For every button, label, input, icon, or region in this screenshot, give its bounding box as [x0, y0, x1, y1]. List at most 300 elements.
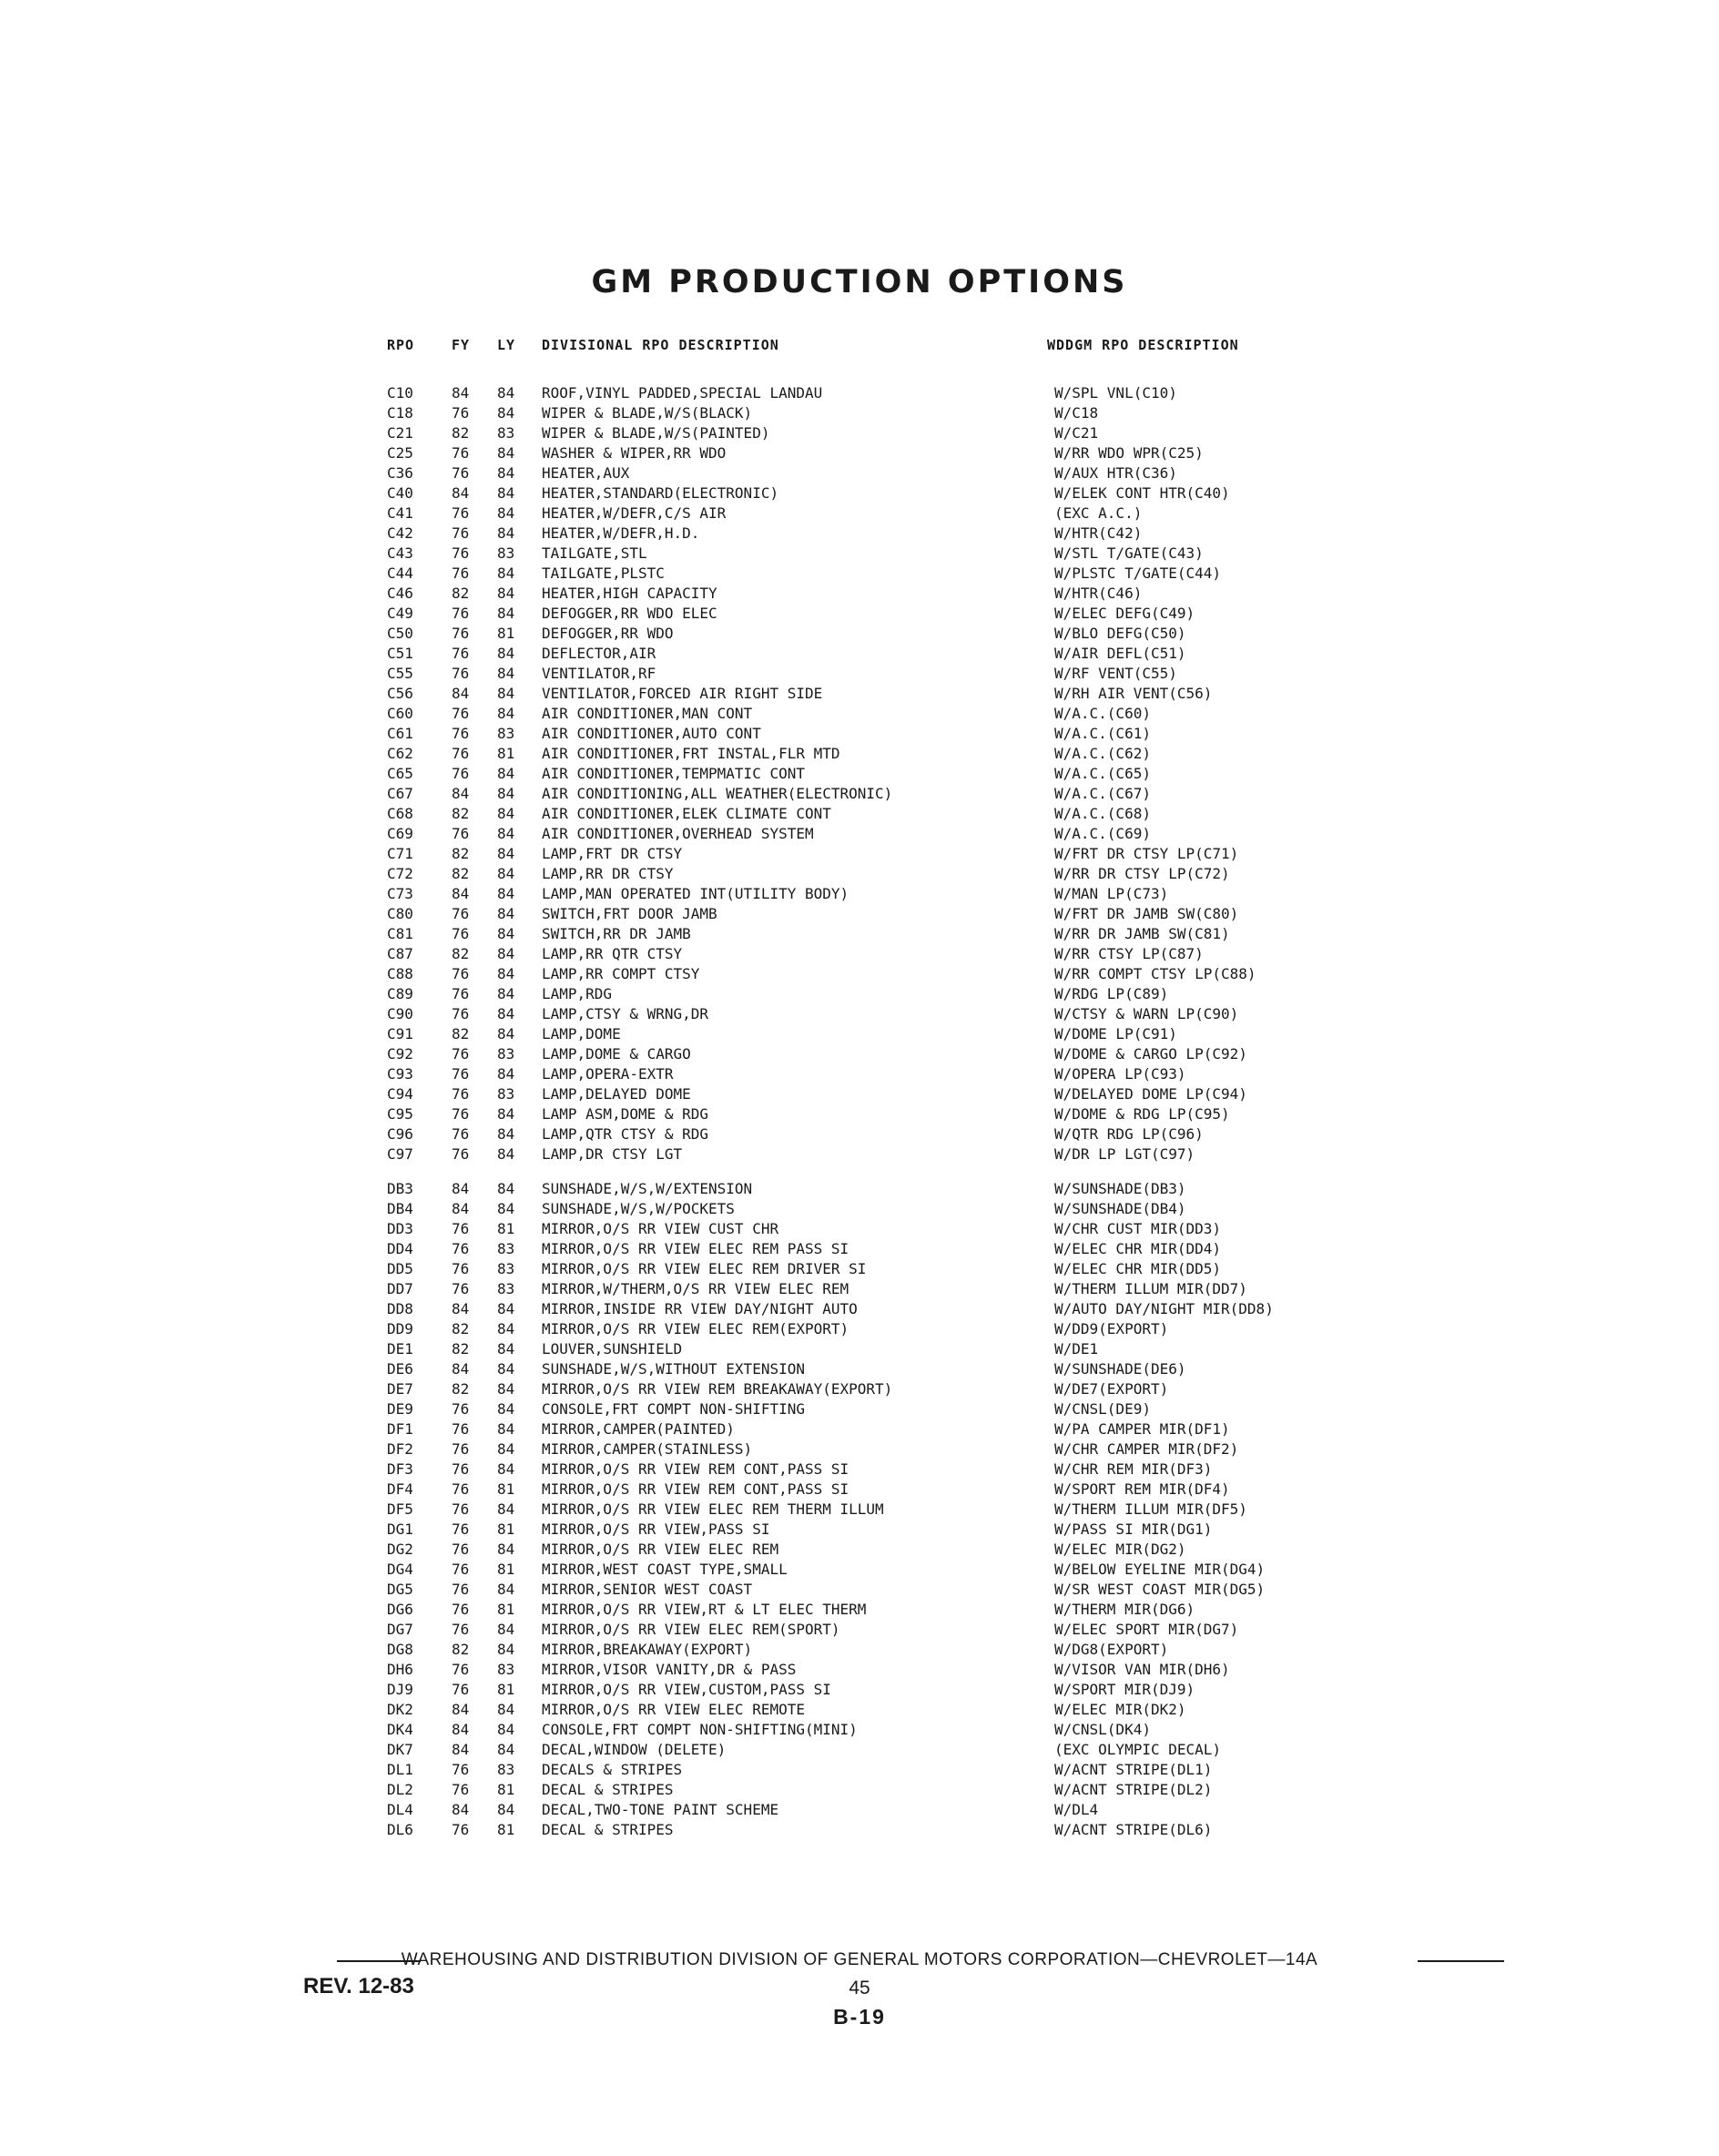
first-year: 76 — [452, 1601, 470, 1618]
wddgm-description: W/C18 — [1054, 404, 1099, 422]
wddgm-description: W/SUNSHADE(DB3) — [1054, 1180, 1186, 1197]
last-year: 84 — [497, 785, 515, 802]
table-row — [0, 1399, 1719, 1419]
rpo-code: DG5 — [387, 1581, 413, 1598]
last-year: 84 — [497, 925, 515, 942]
first-year: 76 — [452, 825, 470, 842]
table-row — [0, 1259, 1719, 1279]
first-year: 76 — [452, 1480, 470, 1498]
divisional-description: HEATER,W/DEFR,C/S AIR — [542, 504, 727, 522]
rpo-code: C46 — [387, 585, 413, 602]
wddgm-description: W/ELEC DEFG(C49) — [1054, 605, 1195, 622]
wddgm-description: W/THERM ILLUM MIR(DD7) — [1054, 1280, 1247, 1297]
rpo-code: C56 — [387, 685, 413, 702]
divisional-description: DECAL,WINDOW (DELETE) — [542, 1741, 727, 1758]
column-header-divisional-description: DIVISIONAL RPO DESCRIPTION — [542, 337, 779, 353]
first-year: 76 — [452, 965, 470, 982]
first-year: 76 — [452, 464, 470, 482]
divisional-description: SUNSHADE,W/S,W/EXTENSION — [542, 1180, 753, 1197]
last-year: 84 — [497, 585, 515, 602]
rpo-code: C10 — [387, 384, 413, 402]
table-row — [0, 1124, 1719, 1144]
divisional-description: VENTILATOR,FORCED AIR RIGHT SIDE — [542, 685, 823, 702]
divisional-description: HEATER,STANDARD(ELECTRONIC) — [542, 484, 779, 502]
last-year: 81 — [497, 625, 515, 642]
first-year: 76 — [452, 1761, 470, 1778]
last-year: 81 — [497, 1220, 515, 1237]
divisional-description: SWITCH,FRT DOOR JAMB — [542, 905, 717, 922]
divisional-description: LAMP,OPERA-EXTR — [542, 1065, 674, 1083]
table-row — [0, 564, 1719, 584]
table-row — [0, 1480, 1719, 1500]
wddgm-description: W/DOME & CARGO LP(C92) — [1054, 1045, 1247, 1063]
divisional-description: MIRROR,O/S RR VIEW,PASS SI — [542, 1520, 770, 1538]
first-year: 76 — [452, 564, 470, 582]
last-year: 83 — [497, 725, 515, 742]
page-title: GM PRODUCTION OPTIONS — [591, 264, 1128, 300]
wddgm-description: W/AUX HTR(C36) — [1054, 464, 1177, 482]
divisional-description: DECAL & STRIPES — [542, 1821, 674, 1838]
first-year: 82 — [452, 845, 470, 862]
table-row — [0, 944, 1719, 964]
wddgm-description: W/A.C.(C69) — [1054, 825, 1151, 842]
divisional-description: VENTILATOR,RF — [542, 665, 656, 682]
last-year: 84 — [497, 1200, 515, 1217]
table-row — [0, 1379, 1719, 1399]
last-year: 83 — [497, 1085, 515, 1103]
divisional-description: WIPER & BLADE,W/S(PAINTED) — [542, 424, 770, 442]
first-year: 76 — [452, 605, 470, 622]
rpo-code: C80 — [387, 905, 413, 922]
divisional-description: MIRROR,O/S RR VIEW REM CONT,PASS SI — [542, 1460, 849, 1478]
rpo-code: DJ9 — [387, 1681, 413, 1698]
last-year: 84 — [497, 605, 515, 622]
table-row — [0, 383, 1719, 403]
wddgm-description: W/A.C.(C65) — [1054, 765, 1151, 782]
divisional-description: AIR CONDITIONER,TEMPMATIC CONT — [542, 765, 805, 782]
first-year: 76 — [452, 1280, 470, 1297]
wddgm-description: W/PA CAMPER MIR(DF1) — [1054, 1420, 1230, 1438]
wddgm-description: W/ACNT STRIPE(DL6) — [1054, 1821, 1213, 1838]
last-year: 81 — [497, 1681, 515, 1698]
wddgm-description: W/A.C.(C67) — [1054, 785, 1151, 802]
rpo-code: C95 — [387, 1105, 413, 1123]
divisional-description: SUNSHADE,W/S,W/POCKETS — [542, 1200, 735, 1217]
first-year: 76 — [452, 1821, 470, 1838]
wddgm-description: W/CHR CUST MIR(DD3) — [1054, 1220, 1222, 1237]
table-row — [0, 724, 1719, 744]
rpo-code: C73 — [387, 885, 413, 902]
table-row — [0, 1419, 1719, 1439]
divisional-description: LAMP,DELAYED DOME — [542, 1085, 691, 1103]
last-year: 84 — [497, 524, 515, 542]
divisional-description: LAMP,CTSY & WRNG,DR — [542, 1005, 709, 1022]
last-year: 84 — [497, 404, 515, 422]
table-row — [0, 1044, 1719, 1064]
first-year: 82 — [452, 1025, 470, 1042]
first-year: 76 — [452, 705, 470, 722]
rpo-code: C62 — [387, 745, 413, 762]
divisional-description: LAMP,RR COMPT CTSY — [542, 965, 700, 982]
wddgm-description: W/A.C.(C61) — [1054, 725, 1151, 742]
rpo-code: C44 — [387, 564, 413, 582]
wddgm-description: W/AUTO DAY/NIGHT MIR(DD8) — [1054, 1300, 1274, 1317]
last-year: 84 — [497, 1025, 515, 1042]
first-year: 76 — [452, 1541, 470, 1558]
divisional-description: MIRROR,O/S RR VIEW ELEC REM — [542, 1541, 779, 1558]
rpo-code: DG1 — [387, 1520, 413, 1538]
wddgm-description: W/RF VENT(C55) — [1054, 665, 1177, 682]
last-year: 83 — [497, 424, 515, 442]
first-year: 84 — [452, 1180, 470, 1197]
wddgm-description: W/CHR CAMPER MIR(DF2) — [1054, 1440, 1239, 1458]
first-year: 76 — [452, 1400, 470, 1418]
rpo-code: C42 — [387, 524, 413, 542]
first-year: 82 — [452, 1380, 470, 1398]
rpo-code: DK7 — [387, 1741, 413, 1758]
last-year: 84 — [497, 765, 515, 782]
divisional-description: MIRROR,SENIOR WEST COAST — [542, 1581, 753, 1598]
section-number: B-19 — [833, 2005, 886, 2029]
table-row — [0, 964, 1719, 984]
wddgm-description: W/SR WEST COAST MIR(DG5) — [1054, 1581, 1266, 1598]
wddgm-description: W/FRT DR JAMB SW(C80) — [1054, 905, 1239, 922]
last-year: 81 — [497, 1561, 515, 1578]
wddgm-description: W/RH AIR VENT(C56) — [1054, 685, 1213, 702]
wddgm-description: W/SPORT MIR(DJ9) — [1054, 1681, 1195, 1698]
last-year: 84 — [497, 1005, 515, 1022]
table-row — [0, 443, 1719, 463]
last-year: 84 — [497, 645, 515, 662]
rpo-code: DF4 — [387, 1480, 413, 1498]
table-row — [0, 1179, 1719, 1199]
wddgm-description: W/THERM ILLUM MIR(DF5) — [1054, 1500, 1247, 1518]
first-year: 84 — [452, 1300, 470, 1317]
wddgm-description: W/CHR REM MIR(DF3) — [1054, 1460, 1213, 1478]
rpo-code: DL2 — [387, 1781, 413, 1798]
first-year: 82 — [452, 424, 470, 442]
table-row — [0, 503, 1719, 524]
first-year: 84 — [452, 885, 470, 902]
rpo-code: C87 — [387, 945, 413, 962]
last-year: 81 — [497, 1821, 515, 1838]
first-year: 84 — [452, 484, 470, 502]
rpo-code: C41 — [387, 504, 413, 522]
last-year: 84 — [497, 665, 515, 682]
wddgm-description: W/A.C.(C60) — [1054, 705, 1151, 722]
table-row — [0, 1144, 1719, 1164]
divisional-description: DEFLECTOR,AIR — [542, 645, 656, 662]
footer-division-line: WAREHOUSING AND DISTRIBUTION DIVISION OF GENERAL MOTORS CORPORATION—CHEVROLET—14A — [401, 1950, 1318, 1969]
last-year: 84 — [497, 805, 515, 822]
divisional-description: LAMP,MAN OPERATED INT(UTILITY BODY) — [542, 885, 849, 902]
last-year: 84 — [497, 885, 515, 902]
table-row — [0, 1520, 1719, 1540]
last-year: 84 — [497, 1400, 515, 1418]
rpo-code: C93 — [387, 1065, 413, 1083]
first-year: 76 — [452, 725, 470, 742]
divisional-description: LAMP,RDG — [542, 985, 613, 1002]
divisional-description: HEATER,AUX — [542, 464, 630, 482]
table-row — [0, 824, 1719, 844]
divisional-description: DECALS & STRIPES — [542, 1761, 683, 1778]
table-row — [0, 1339, 1719, 1359]
divisional-description: MIRROR,O/S RR VIEW REM CONT,PASS SI — [542, 1480, 849, 1498]
divisional-description: DEFOGGER,RR WDO ELEC — [542, 605, 717, 622]
table-row — [0, 1760, 1719, 1780]
table-row — [0, 1580, 1719, 1600]
first-year: 76 — [452, 544, 470, 562]
divisional-description: LAMP,DR CTSY LGT — [542, 1145, 683, 1163]
divisional-description: AIR CONDITIONER,AUTO CONT — [542, 725, 761, 742]
last-year: 84 — [497, 1801, 515, 1818]
rpo-code: DE9 — [387, 1400, 413, 1418]
divisional-description: MIRROR,CAMPER(PAINTED) — [542, 1420, 735, 1438]
table-row — [0, 924, 1719, 944]
divisional-description: HEATER,W/DEFR,H.D. — [542, 524, 700, 542]
footer-rule-right — [1418, 1960, 1504, 1962]
wddgm-description: W/BLO DEFG(C50) — [1054, 625, 1186, 642]
wddgm-description: W/DD9(EXPORT) — [1054, 1320, 1169, 1337]
table-row — [0, 864, 1719, 884]
rpo-code: DF5 — [387, 1500, 413, 1518]
first-year: 84 — [452, 1200, 470, 1217]
first-year: 76 — [452, 1781, 470, 1798]
table-row — [0, 604, 1719, 624]
wddgm-description: W/AIR DEFL(C51) — [1054, 645, 1186, 662]
last-year: 84 — [497, 1500, 515, 1518]
divisional-description: LAMP,FRT DR CTSY — [542, 845, 683, 862]
rpo-code: DL1 — [387, 1761, 413, 1778]
rpo-code: C21 — [387, 424, 413, 442]
last-year: 84 — [497, 1581, 515, 1598]
table-row — [0, 1820, 1719, 1840]
table-row — [0, 463, 1719, 483]
first-year: 76 — [452, 1621, 470, 1638]
divisional-description: MIRROR,O/S RR VIEW ELEC REM PASS SI — [542, 1240, 849, 1257]
table-row — [0, 1640, 1719, 1660]
rpo-code: C51 — [387, 645, 413, 662]
wddgm-description: W/STL T/GATE(C43) — [1054, 544, 1204, 562]
last-year: 84 — [497, 1741, 515, 1758]
rpo-code: DH6 — [387, 1661, 413, 1678]
wddgm-description: W/C21 — [1054, 424, 1099, 442]
last-year: 84 — [497, 1320, 515, 1337]
table-row — [0, 544, 1719, 564]
divisional-description: MIRROR,WEST COAST TYPE,SMALL — [542, 1561, 788, 1578]
rpo-code: C97 — [387, 1145, 413, 1163]
first-year: 76 — [452, 1581, 470, 1598]
table-row — [0, 904, 1719, 924]
rpo-code: C91 — [387, 1025, 413, 1042]
last-year: 84 — [497, 444, 515, 462]
first-year: 76 — [452, 665, 470, 682]
last-year: 84 — [497, 1701, 515, 1718]
first-year: 82 — [452, 1320, 470, 1337]
divisional-description: LAMP,DOME & CARGO — [542, 1045, 691, 1063]
wddgm-description: W/A.C.(C62) — [1054, 745, 1151, 762]
rpo-code: C43 — [387, 544, 413, 562]
last-year: 83 — [497, 1280, 515, 1297]
table-row — [0, 1600, 1719, 1620]
first-year: 76 — [452, 1460, 470, 1478]
last-year: 84 — [497, 865, 515, 882]
wddgm-description: W/DG8(EXPORT) — [1054, 1641, 1169, 1658]
wddgm-description: W/DR LP LGT(C97) — [1054, 1145, 1195, 1163]
divisional-description: MIRROR,O/S RR VIEW REM BREAKAWAY(EXPORT) — [542, 1380, 893, 1398]
wddgm-description: W/ELEC CHR MIR(DD4) — [1054, 1240, 1222, 1257]
last-year: 84 — [497, 1621, 515, 1638]
wddgm-description: W/ELEC MIR(DK2) — [1054, 1701, 1186, 1718]
divisional-description: MIRROR,O/S RR VIEW CUST CHR — [542, 1220, 779, 1237]
divisional-description: LAMP,RR DR CTSY — [542, 865, 674, 882]
wddgm-description: W/CNSL(DE9) — [1054, 1400, 1151, 1418]
table-row — [0, 1359, 1719, 1379]
rpo-code: C94 — [387, 1085, 413, 1103]
divisional-description: HEATER,HIGH CAPACITY — [542, 585, 717, 602]
last-year: 83 — [497, 544, 515, 562]
table-row — [0, 1004, 1719, 1024]
first-year: 76 — [452, 1085, 470, 1103]
first-year: 76 — [452, 1681, 470, 1698]
table-row — [0, 624, 1719, 644]
rpo-code: C69 — [387, 825, 413, 842]
last-year: 83 — [497, 1240, 515, 1257]
last-year: 84 — [497, 1065, 515, 1083]
last-year: 84 — [497, 564, 515, 582]
first-year: 82 — [452, 805, 470, 822]
divisional-description: TAILGATE,STL — [542, 544, 647, 562]
divisional-description: MIRROR,O/S RR VIEW ELEC REM DRIVER SI — [542, 1260, 867, 1277]
first-year: 76 — [452, 905, 470, 922]
last-year: 84 — [497, 1145, 515, 1163]
first-year: 76 — [452, 645, 470, 662]
first-year: 76 — [452, 625, 470, 642]
rpo-code: C25 — [387, 444, 413, 462]
last-year: 84 — [497, 384, 515, 402]
table-row — [0, 984, 1719, 1004]
rpo-code: C36 — [387, 464, 413, 482]
last-year: 83 — [497, 1260, 515, 1277]
first-year: 76 — [452, 1520, 470, 1538]
wddgm-description: W/ELEC CHR MIR(DD5) — [1054, 1260, 1222, 1277]
rpo-code: DG7 — [387, 1621, 413, 1638]
rpo-code: C49 — [387, 605, 413, 622]
wddgm-description: W/DL4 — [1054, 1801, 1099, 1818]
divisional-description: MIRROR,O/S RR VIEW ELEC REM(SPORT) — [542, 1621, 840, 1638]
divisional-description: MIRROR,BREAKAWAY(EXPORT) — [542, 1641, 753, 1658]
rpo-code: C40 — [387, 484, 413, 502]
wddgm-description: (EXC A.C.) — [1054, 504, 1143, 522]
table-row — [0, 1299, 1719, 1319]
rpo-code: C67 — [387, 785, 413, 802]
rpo-code: C81 — [387, 925, 413, 942]
last-year: 84 — [497, 705, 515, 722]
first-year: 76 — [452, 1661, 470, 1678]
first-year: 84 — [452, 685, 470, 702]
last-year: 84 — [497, 464, 515, 482]
wddgm-description: W/RR COMPT CTSY LP(C88) — [1054, 965, 1256, 982]
column-header-fy: FY — [452, 337, 471, 353]
divisional-description: SWITCH,RR DR JAMB — [542, 925, 691, 942]
last-year: 81 — [497, 1781, 515, 1798]
divisional-description: ROOF,VINYL PADDED,SPECIAL LANDAU — [542, 384, 823, 402]
column-header-wddgm-description: WDDGM RPO DESCRIPTION — [1047, 337, 1239, 353]
table-row — [0, 1199, 1719, 1219]
last-year: 84 — [497, 1541, 515, 1558]
first-year: 82 — [452, 945, 470, 962]
rpo-code: DE7 — [387, 1380, 413, 1398]
column-header-rpo: RPO — [387, 337, 415, 353]
last-year: 84 — [497, 845, 515, 862]
rpo-code: DK2 — [387, 1701, 413, 1718]
first-year: 84 — [452, 1360, 470, 1378]
table-row — [0, 1064, 1719, 1084]
table-row — [0, 524, 1719, 544]
rpo-code: C71 — [387, 845, 413, 862]
first-year: 76 — [452, 1005, 470, 1022]
table-row — [0, 784, 1719, 804]
divisional-description: MIRROR,O/S RR VIEW,RT & LT ELEC THERM — [542, 1601, 867, 1618]
table-row — [0, 1279, 1719, 1299]
rpo-code: C18 — [387, 404, 413, 422]
rpo-code: C55 — [387, 665, 413, 682]
rpo-code: C72 — [387, 865, 413, 882]
table-row — [0, 1024, 1719, 1044]
last-year: 84 — [497, 905, 515, 922]
wddgm-description: W/RDG LP(C89) — [1054, 985, 1169, 1002]
first-year: 76 — [452, 1500, 470, 1518]
first-year: 76 — [452, 444, 470, 462]
wddgm-description: W/A.C.(C68) — [1054, 805, 1151, 822]
rpo-code: DD8 — [387, 1300, 413, 1317]
first-year: 76 — [452, 524, 470, 542]
wddgm-description: W/ACNT STRIPE(DL1) — [1054, 1761, 1213, 1778]
wddgm-description: W/SUNSHADE(DB4) — [1054, 1200, 1186, 1217]
wddgm-description: W/DELAYED DOME LP(C94) — [1054, 1085, 1247, 1103]
divisional-description: LAMP,RR QTR CTSY — [542, 945, 683, 962]
last-year: 81 — [497, 745, 515, 762]
table-row — [0, 744, 1719, 764]
table-row — [0, 1700, 1719, 1720]
last-year: 84 — [497, 1420, 515, 1438]
divisional-description: MIRROR,O/S RR VIEW ELEC REM THERM ILLUM — [542, 1500, 884, 1518]
divisional-description: LAMP,QTR CTSY & RDG — [542, 1125, 709, 1143]
divisional-description: LAMP,DOME — [542, 1025, 621, 1042]
table-row — [0, 1459, 1719, 1480]
last-year: 84 — [497, 504, 515, 522]
table-row — [0, 483, 1719, 503]
rpo-code: C65 — [387, 765, 413, 782]
first-year: 76 — [452, 1561, 470, 1578]
first-year: 76 — [452, 1065, 470, 1083]
wddgm-description: W/RR WDO WPR(C25) — [1054, 444, 1204, 462]
wddgm-description: W/RR DR CTSY LP(C72) — [1054, 865, 1230, 882]
wddgm-description: W/CNSL(DK4) — [1054, 1721, 1151, 1738]
divisional-description: CONSOLE,FRT COMPT NON-SHIFTING — [542, 1400, 805, 1418]
first-year: 84 — [452, 1741, 470, 1758]
wddgm-description: W/DE7(EXPORT) — [1054, 1380, 1169, 1398]
table-row — [0, 764, 1719, 784]
column-header-ly: LY — [497, 337, 516, 353]
rpo-code: DF1 — [387, 1420, 413, 1438]
last-year: 81 — [497, 1520, 515, 1538]
table-row — [0, 1500, 1719, 1520]
table-row — [0, 884, 1719, 904]
wddgm-description: W/HTR(C42) — [1054, 524, 1143, 542]
wddgm-description: W/ELEC MIR(DG2) — [1054, 1541, 1186, 1558]
table-row — [0, 1319, 1719, 1339]
